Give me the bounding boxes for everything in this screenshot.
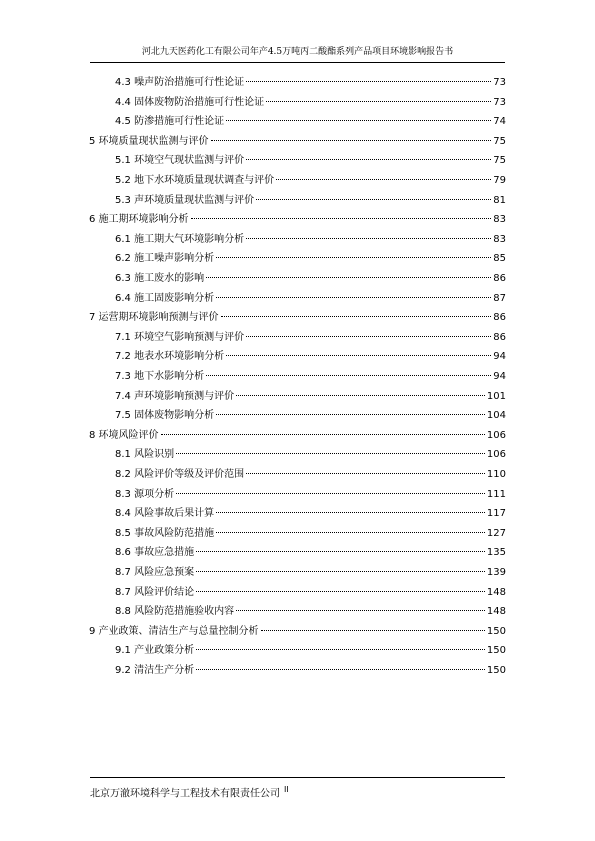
toc-entry-title: 8.1 风险识别 [115,449,175,461]
toc-entry[interactable] [115,664,506,678]
toc-entry-title: 7.4 声环境影响预测与评价 [115,390,235,402]
toc-entry[interactable] [115,409,506,423]
toc-entry[interactable] [115,194,506,208]
toc-entry-title: 6.2 施工噪声影响分析 [115,253,215,265]
footer-page-number: II [284,785,289,794]
toc-entry[interactable] [115,154,506,168]
toc-entry-title: 7.2 地表水环境影响分析 [115,351,225,363]
toc-entry[interactable] [89,135,506,149]
toc-entry-title: 6.3 施工废水的影响 [115,273,205,284]
toc-entry[interactable] [115,448,506,462]
toc-entry-title: 7.1 环境空气影响预测与评价 [115,331,245,343]
toc-entry[interactable] [115,174,506,188]
toc-leader-dots [216,257,491,258]
toc-leader-dots [246,336,491,337]
toc-entry-page: 87 [493,292,506,304]
toc-leader-dots [216,414,485,415]
toc-entry[interactable] [115,488,506,502]
toc-entry-title: 4.5 防渗措施可行性论证 [115,116,225,128]
toc-entry-title: 9 产业政策、清洁生产与总量控制分析 [89,625,259,637]
toc-entry-page: 150 [486,645,506,657]
toc-leader-dots [196,551,485,552]
toc-entry-title: 8.3 源项分析 [115,488,175,500]
toc-entry-title: 8.4 风险事故后果计算 [115,508,215,520]
toc-entry[interactable] [115,252,506,266]
toc-entry-title: 8.8 风险防范措施验收内容 [115,606,235,618]
toc-entry-page: 148 [486,586,506,598]
toc-entry-title: 5.3 声环境质量现状监测与评价 [115,194,255,206]
toc-entry-page: 139 [486,567,506,578]
toc-leader-dots [211,140,492,141]
toc-entry[interactable] [115,605,506,619]
toc-leader-dots [276,179,491,180]
toc-entry-page: 73 [493,77,506,88]
footer-company: 北京万澈环境科学与工程技术有限责任公司 [90,788,280,800]
toc-leader-dots [266,101,491,102]
toc-entry-page: 150 [486,625,506,637]
toc-entry[interactable] [89,429,506,443]
toc-entry-title: 6.1 施工期大气环境影响分析 [115,233,245,245]
toc-leader-dots [196,649,485,650]
toc-entry[interactable] [115,546,506,560]
toc-entry-page: 117 [486,508,506,520]
toc-leader-dots [236,610,485,611]
toc-leader-dots [236,395,485,396]
toc-entry[interactable] [89,625,506,639]
toc-entry-page: 75 [493,155,506,167]
toc-entry-page: 86 [493,331,506,343]
toc-leader-dots [256,199,491,200]
page-footer [90,783,289,801]
toc-leader-dots [161,434,485,435]
toc-entry-page: 106 [486,449,506,461]
toc-entry[interactable] [115,370,506,384]
toc-leader-dots [206,375,491,376]
toc-entry-title: 6.4 施工固废影响分析 [115,292,215,304]
toc-entry[interactable] [115,644,506,658]
toc-entry[interactable] [89,311,506,325]
toc-leader-dots [216,297,491,298]
toc-entry-title: 4.4 固体废物防治措施可行性论证 [115,96,265,108]
toc-leader-dots [191,218,492,219]
toc-entry-title: 8.7 风险应急预案 [115,567,195,578]
toc-leader-dots [221,316,492,317]
toc-entry-title: 9.1 产业政策分析 [115,645,195,657]
toc-entry[interactable] [115,233,506,247]
toc-entry[interactable] [89,213,506,227]
toc-leader-dots [246,473,485,474]
toc-entry-page: 74 [493,116,506,128]
footer-rule [90,777,505,778]
toc-leader-dots [196,571,485,572]
toc-leader-dots [206,277,491,278]
toc-entry-page: 75 [493,135,506,147]
toc-leader-dots [216,532,485,533]
toc-entry-page: 79 [493,175,506,186]
toc-entry[interactable] [115,292,506,306]
toc-leader-dots [226,120,491,121]
toc-entry-page: 81 [493,194,506,206]
toc-entry[interactable] [115,96,506,110]
toc-entry-page: 148 [486,606,506,618]
toc-entry-page: 150 [486,665,506,676]
toc-entry-page: 86 [493,312,506,324]
toc-entry[interactable] [115,566,506,580]
toc-entry-page: 106 [486,429,506,441]
toc-entry-page: 83 [493,233,506,245]
toc-entry-page: 94 [493,371,506,382]
toc-entry-page: 110 [486,469,506,480]
toc-leader-dots [226,355,491,356]
toc-entry-title: 8.5 事故风险防范措施 [115,527,215,539]
page-header: 河北九天医药化工有限公司年产4.5万吨丙二酸酯系列产品项目环境影响报告书 [141,47,454,57]
toc-entry-page: 111 [486,488,506,500]
toc-entry-title: 4.3 噪声防治措施可行性论证 [115,77,245,88]
toc-entry[interactable] [115,350,506,364]
toc-entry-page: 94 [493,351,506,363]
toc-entry-page: 101 [486,390,506,402]
toc-leader-dots [246,81,491,82]
toc-entry-title: 8.6 事故应急措施 [115,547,195,559]
toc-entry-title: 8.2 风险评价等级及评价范围 [115,469,245,480]
toc-entry[interactable] [115,272,506,286]
toc-leader-dots [196,591,485,592]
toc-entry[interactable] [115,507,506,521]
toc-entry-title: 6 施工期环境影响分析 [89,214,189,226]
toc-entry[interactable] [115,527,506,541]
toc-entry-page: 73 [493,96,506,108]
toc-leader-dots [176,493,485,494]
toc-entry-title: 8 环境风险评价 [89,429,159,441]
toc-entry-page: 104 [486,410,506,422]
toc-entry-title: 5.2 地下水环境质量现状调查与评价 [115,175,275,186]
toc-entry[interactable] [115,76,506,90]
toc-entry[interactable] [115,586,506,600]
toc-leader-dots [246,159,491,160]
toc-entry-page: 83 [493,214,506,226]
toc-entry[interactable] [115,468,506,482]
toc-entry-title: 8.7 风险评价结论 [115,586,195,598]
toc-leader-dots [246,238,491,239]
toc-entry[interactable] [115,390,506,404]
toc-entry-page: 127 [486,527,506,539]
toc-entry-title: 5.1 环境空气现状监测与评价 [115,155,245,167]
toc-entry[interactable] [115,331,506,345]
toc-leader-dots [196,669,485,670]
header-rule [90,62,505,63]
toc-entry[interactable] [115,115,506,129]
toc-leader-dots [216,512,485,513]
toc-entry-title: 5 环境质量现状监测与评价 [89,135,209,147]
toc-leader-dots [176,453,485,454]
toc-leader-dots [261,630,485,631]
toc-entry-page: 135 [486,547,506,559]
toc-entry-page: 86 [493,273,506,284]
toc-entry-title: 9.2 清洁生产分析 [115,665,195,676]
toc-entry-title: 7 运营期环境影响预测与评价 [89,312,219,324]
toc-entry-title: 7.5 固体废物影响分析 [115,410,215,422]
toc-entry-title: 7.3 地下水影响分析 [115,371,205,382]
toc-entry-page: 85 [493,253,506,265]
